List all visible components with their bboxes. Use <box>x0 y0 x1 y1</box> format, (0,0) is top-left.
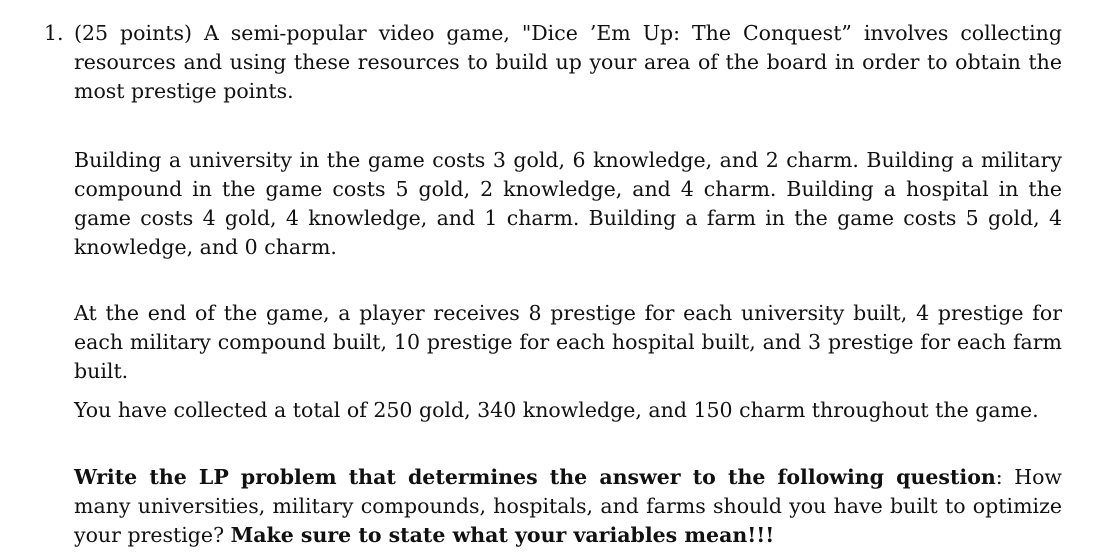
problem-intro-paragraph: (25 points) A semi-popular video game, "Dice ’Em Up: The Conquest” involves collecting resources and using these resources to build up your area of the board in order to obtain the most prestige points. <box>74 21 1062 103</box>
problem-number: 1. <box>44 21 64 45</box>
task-question: : How many universities, military compounds, hospitals, and farms should you have built to optimize your prestige? <box>74 465 1062 547</box>
prestige-paragraph: At the end of the game, a player receives 8 prestige for each university built, 4 prestige for each military compound built, 10 prestige for each hospital built, and 3 prestige for each farm built. <box>74 301 1062 383</box>
building-costs-paragraph: Building a university in the game costs 3 gold, 6 knowledge, and 2 charm. Building a military compound in the game costs 5 gold, 2 knowledge, and 4 charm. Building a hospital in the game costs 4 gold, 4 knowledge, and 1 charm. Building a farm in the game costs 5 gold, 4 knowledge, and 0 charm. <box>74 148 1062 259</box>
task-bold-tail: Make sure to state what your variables mean!!! <box>230 523 775 547</box>
task-paragraph <box>74 463 1062 550</box>
resources-paragraph: You have collected a total of 250 gold, 340 knowledge, and 150 charm throughout the game. <box>74 398 1039 422</box>
task-bold-lead: Write the LP problem that determines the answer to the following question <box>74 465 996 489</box>
